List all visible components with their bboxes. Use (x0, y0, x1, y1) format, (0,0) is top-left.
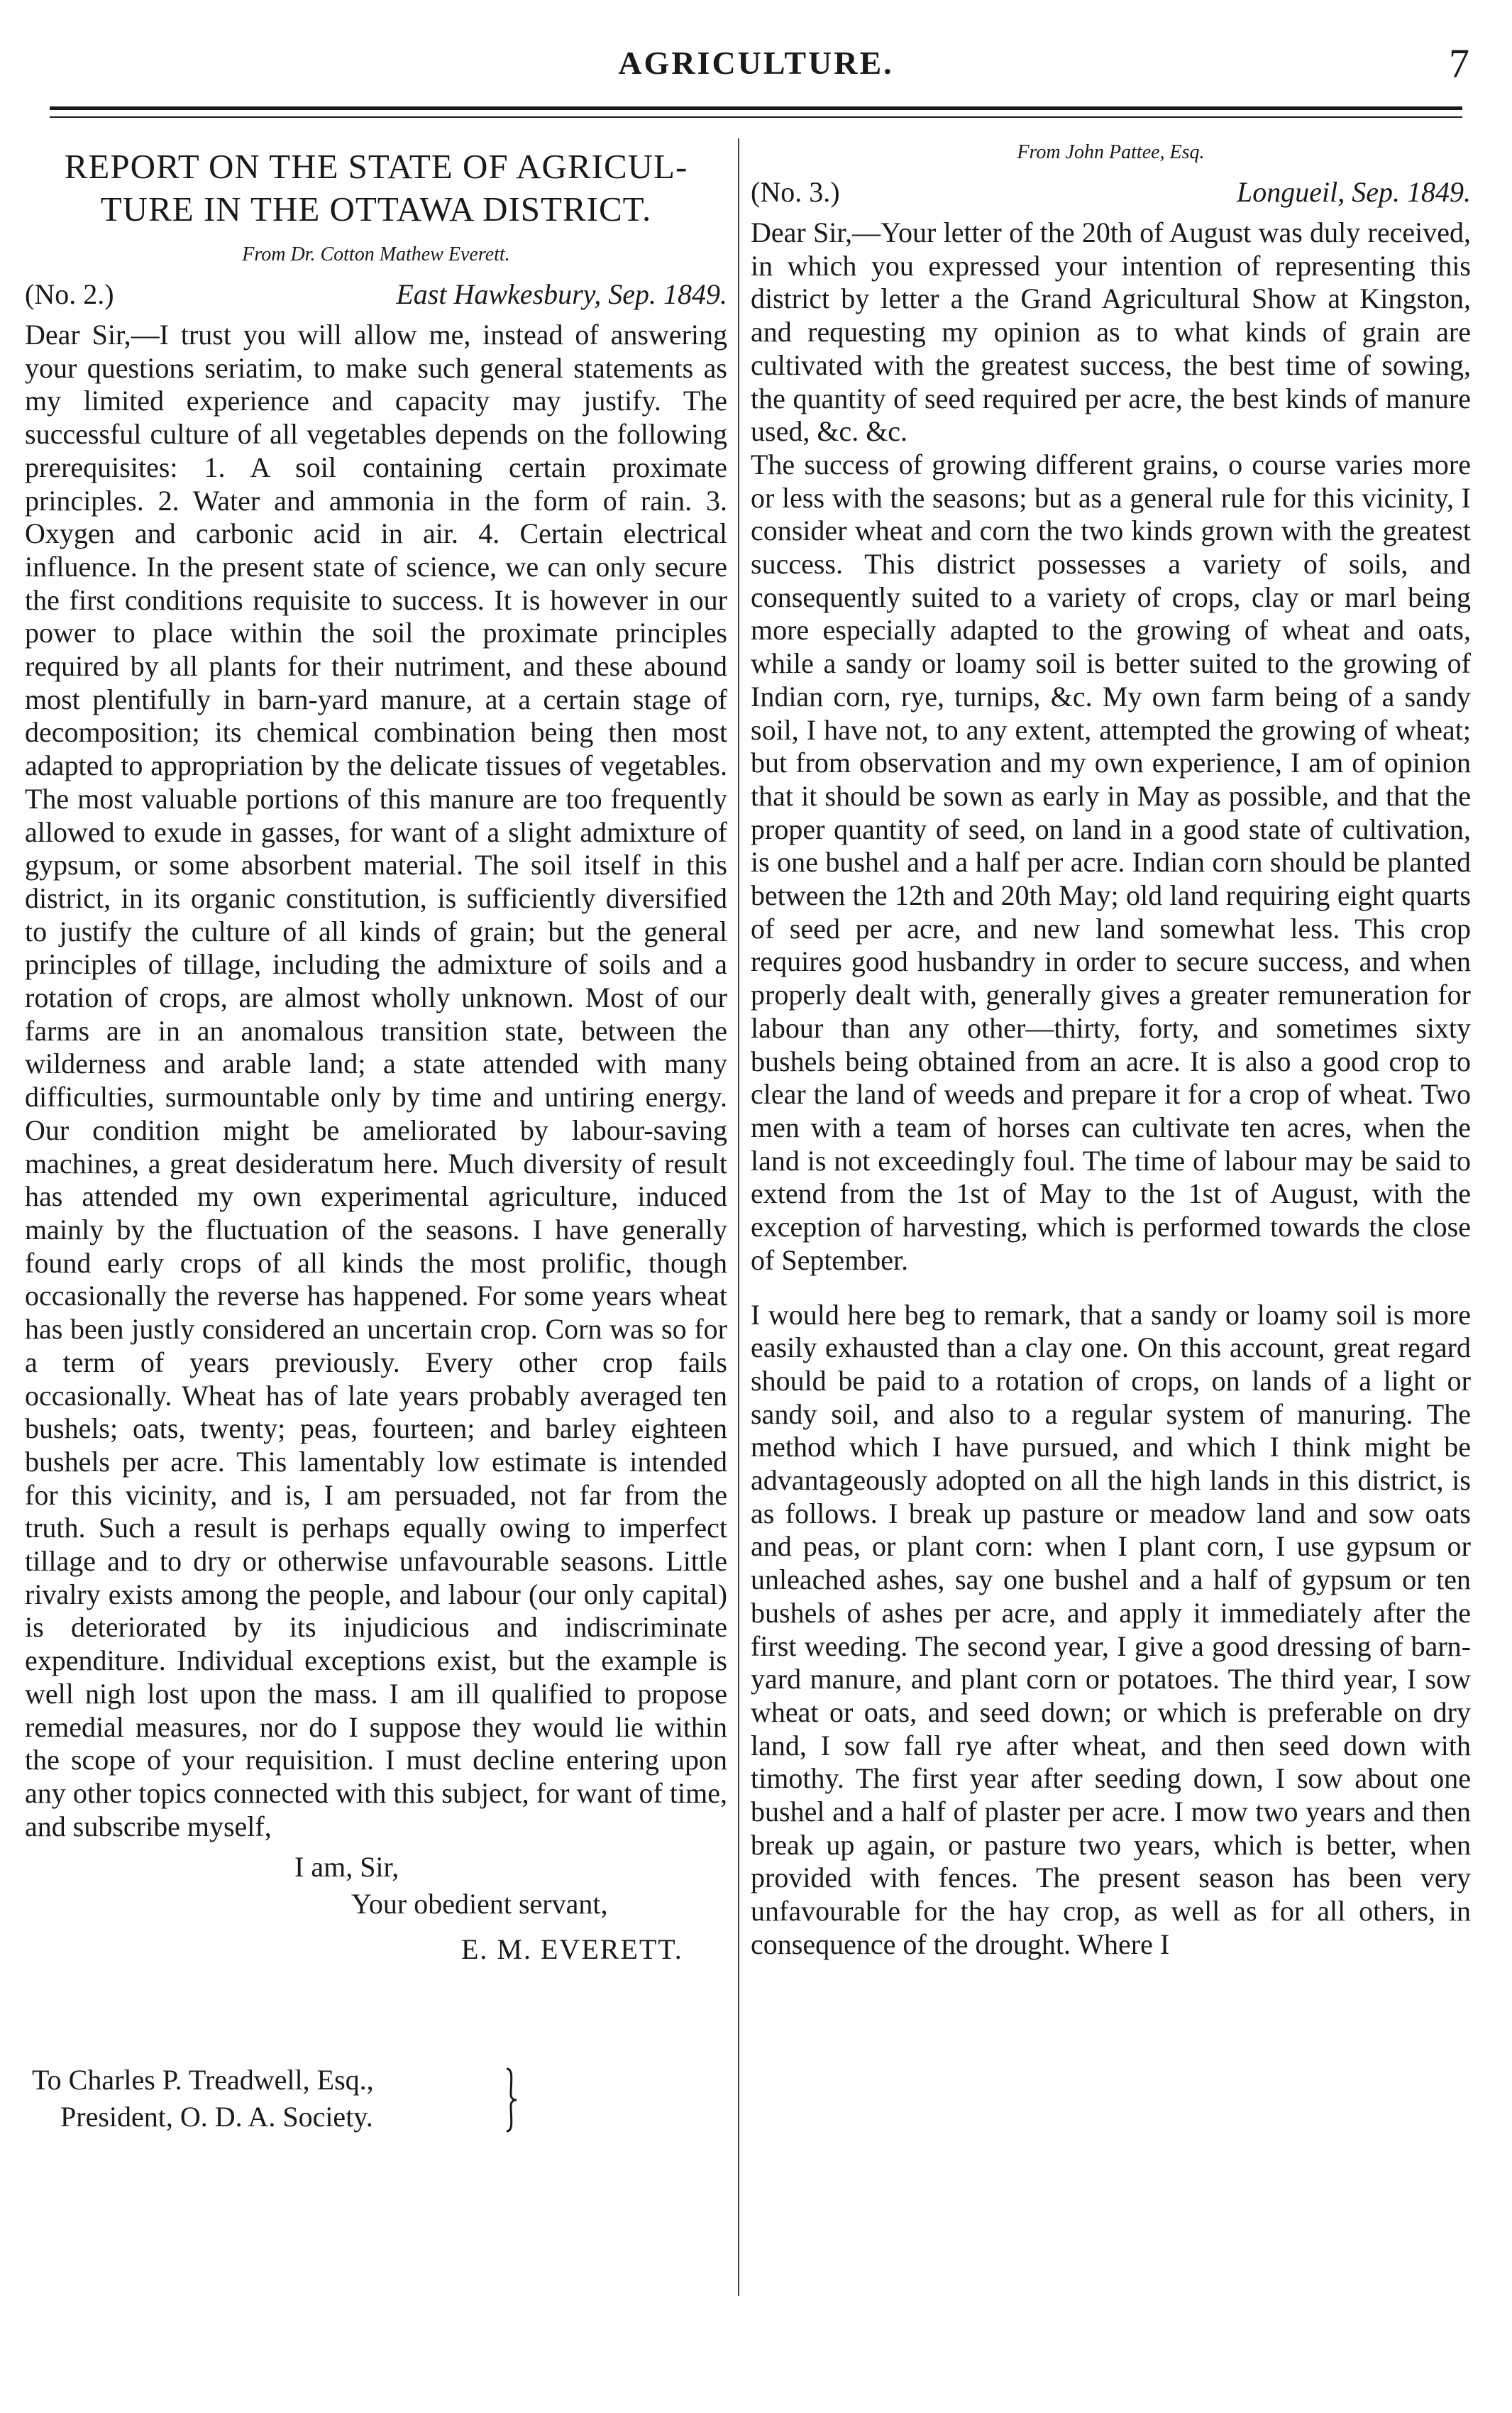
paragraph-1: Dear Sir,—Your letter of the 20th of August was duly received, in which you expressed your intention of representing this district by letter a the Grand Agricultural Show at Kingston, and requesting my opinion as to what kinds of grain are cultivated with the greatest success, the best time of sowing, the quantity of seed required per acre, the best kinds of manure used, &c. &c. (751, 216, 1471, 448)
paragraph-2: The success of growing different grains, o course varies more or less with the seasons; but as a general rule for this vicinity, I consider wheat and corn the two kinds grown with the greatest success. This district possesses a variety of soils, and consequently suited to a variety of crops, clay or marl being more especially adapted to the growing of wheat and oats, while a sandy or loamy soil is better suited to the growing of Indian corn, rye, turnips, &c. My own farm being of a sandy soil, I have not, to any extent, attempted the growing of wheat; but from observation and my own experience, I am of opinion that it should be sown as early in May as possible, and that the proper quantity of seed, on land in a good state of cultivation, is one bushel and a half per acre. Indian corn should be planted between the 12th and 20th May; old land requiring eight quarts of seed per acre, and new land somewhat less. This crop requires good husbandry in order to secure success, and when properly dealt with, generally gives a greater remuneration for labour than any other—thirty, forty, and sometimes sixty bushels being obtained from an acre. It is also a good crop to clear the land of weeds and prepare it for a crop of wheat. Two men with a team of horses can cultivate ten acres, when the land is not exceedingly foul. The time of labour may be said to extend from the 1st of May to the 1st of August, with the exception of harvesting, which is performed towards the close of September. (751, 448, 1471, 1276)
signature: E. M. EVERETT. (461, 1933, 683, 1966)
brace-icon (504, 2067, 518, 2133)
header-rule-thin (50, 116, 1462, 118)
paragraph-3: I would here beg to remark, that a sandy or loamy soil is more easily exhausted than a clay one. On this account, great regard should be paid to a rotation of crops, on lands of a light or sandy soil, and also to a regular system of manuring. The method which I have pursued, and which I think might be advantageously adopted on all the high lands in this district, is as follows. I break up pasture or meadow land and sow oats and peas, or plant corn: when I plant corn, I use gypsum or unleached ashes, say one bushel and a half of gypsum or ten bushels of ashes per acre, and apply it immediately after the first weeding. The second year, I give a good dressing of barn-yard manure, and plant corn or potatoes. The third year, I sow wheat or oats, and seed down; or which is preferable on dry land, I sow fall rye after wheat, and then seed down with timothy. The first year after seeding down, I sow about one bushel and a half of plaster per acre. I mow two years and then break up again, or pasture two years, which is better, when provided with fences. The present season has been very unfavourable for the hay crop, as well as for all others, in consequence of the drought. Where I (751, 1298, 1471, 1960)
from-line: From Dr. Cotton Mathew Everett. (242, 243, 510, 265)
letter-body: Dear Sir,—I trust you will allow me, instead of answering your questions seriatim, to make such general statements as my limited experience and capacity may justify. The successful culture of all vegetables depends on the following prerequisites: 1. A soil containing certain proximate principles. 2. Water and ammonia in the form of rain. 3. Oxygen and carbonic acid in air. 4. Certain electrical influence. In the present state of science, we can only secure the first conditions requisite to success. It is however in our power to place within the soil the proximate principles required by all plants for their nutriment, and these abound most plentifully in barn-yard manure, at a certain stage of decomposition; its chemical combination being then most adapted to appropriation by the delicate tissues of vegetables. The most valuable portions of this manure are too frequently allowed to exude in gasses, for want of a slight admixture of gypsum, or some absorbent material. The soil itself in this district, in its organic constitution, is sufficiently diversified to justify the culture of all kinds of grain; but the general principles of tillage, including the admixture of soils and a rotation of crops, are almost wholly unknown. Most of our farms are in an anomalous transition state, between the wilderness and arable land; a state attended with many difficulties, surmountable only by time and untiring energy. Our condition might be ameliorated by labour-saving machines, a great desideratum here. Much diversity of result has attended my own experimental agriculture, induced mainly by the fluctuation of the seasons. I have generally found early crops of all kinds the most prolific, though occasionally the reverse has happened. For some years wheat has been justly considered an uncertain crop. Corn was so for a term of years previously. Every other crop fails occasionally. Wheat has of late years probably averaged ten bushels; oats, twenty; peas, fourteen; and barley eighteen bushels per acre. This lamentably low estimate is intended for this vicinity, and is, I am persuaded, not far from the truth. Such a result is perhaps equally owing to imperfect tillage and to dry or otherwise unfavourable seasons. Little rivalry exists among the people, and labour (our only capital) is deteriorated by its injudicious and indiscriminate expenditure. Individual exceptions exist, but the example is well nigh lost upon the mass. I am ill qualified to propose remedial measures, nor do I suppose they would lie within the scope of your requisition. I must decline entering upon any other topics connected with this subject, for want of time, and subscribe myself, (25, 319, 727, 1842)
left-column (25, 138, 727, 2147)
header-rule-thick (50, 106, 1462, 110)
column-divider (738, 138, 739, 2296)
closing-servant: Your obedient servant, (351, 1888, 608, 1920)
letter-number: (No. 2.) (25, 278, 114, 310)
closing-salutation: I am, Sir, (294, 1851, 399, 1884)
dateline-right (751, 172, 1471, 212)
place-date: East Hawkesbury, Sep. 1849. (396, 278, 727, 310)
running-head (43, 40, 1469, 94)
letter-number-right: (No. 3.) (751, 176, 840, 208)
addressee (25, 2062, 727, 2147)
paragraph-spacer (751, 1277, 1471, 1299)
section-title: AGRICULTURE. (618, 45, 894, 81)
report-title-line1: REPORT ON THE STATE OF AGRICUL- (64, 147, 688, 186)
from-line-right: From John Pattee, Esq. (1017, 141, 1205, 163)
place-date-right: Longueil, Sep. 1849. (1237, 176, 1471, 208)
right-column (751, 138, 1471, 1962)
letter-closing (25, 1849, 727, 2062)
report-title (25, 145, 727, 231)
page-number: 7 (1449, 40, 1469, 87)
report-title-line2: TURE IN THE OTTAWA DISTRICT. (100, 189, 652, 229)
addressee-line2: President, O. D. A. Society. (60, 2101, 373, 2133)
addressee-line1: To Charles P. Treadwell, Esq., (32, 2064, 374, 2096)
dateline (25, 275, 727, 314)
